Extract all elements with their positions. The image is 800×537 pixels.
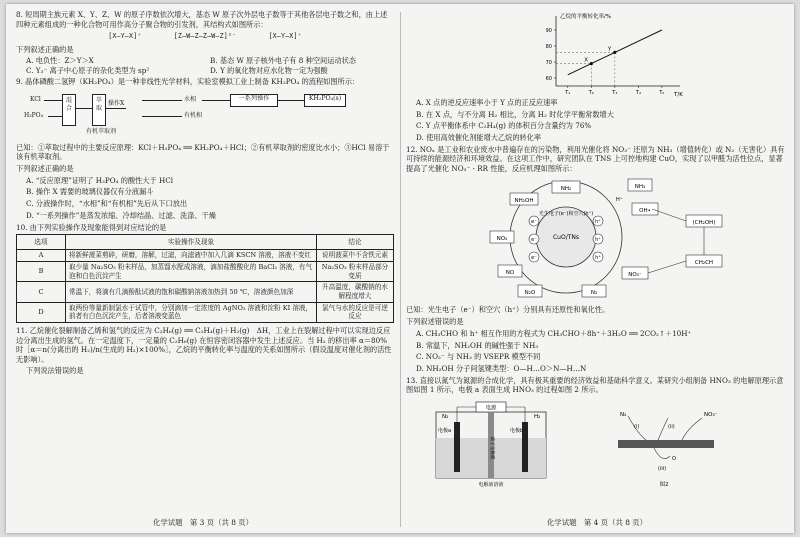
fig2-caption: 图2 xyxy=(659,481,669,488)
fig1-power: 电源 xyxy=(485,405,497,412)
flow-kcl: KCl xyxy=(30,95,41,103)
flow-h3po4: H₃PO₄ xyxy=(24,111,43,119)
y-tick-label: 80 xyxy=(545,44,552,50)
svg-text:e⁻: e⁻ xyxy=(531,255,537,262)
q9-option-d: D. “一系列操作”是蒸发浓缩、冷却结晶、过滤、洗涤、干燥 xyxy=(26,210,216,220)
q11-conversion-chart xyxy=(534,10,684,98)
q11-option-a: A. X 点的逆反应速率小于 Y 点的正反应速率 xyxy=(416,98,558,107)
x-tick-label: T₁ xyxy=(565,90,571,96)
q13-stem: 13. 直接以氮气为氮源的合成化学，具有极其重要的经济效益和基础科学意义。某研究小组制备 HNO₃ 的电解原理示意图如图 1 所示，电极 a 表面生成 HNO₃ 的过程如图 2 所示。 xyxy=(406,375,784,395)
q10-stem: 10. 由下列实验操作及现象能得到对应结论的是 xyxy=(16,222,167,232)
mech-nh3: NH₃ xyxy=(634,184,646,191)
table-row xyxy=(17,282,394,302)
q13-figures-svg xyxy=(406,398,786,490)
q9-known: 已知：①萃取过程中的主要反应原理：KCl＋H₃PO₄ ══ KH₂PO₄＋HCl；②有机萃取剂的密度比水小；③HCl 易溶于该有机萃取剂。 xyxy=(16,142,390,162)
q10-cell: 说明菠菜中不含铁元素 xyxy=(317,250,394,262)
fig2-n2: N₂ xyxy=(620,411,627,418)
flow-mix-box: 混合 xyxy=(62,94,76,126)
q10-cell: 取少量 Na₂SO₃ 粉末样品，加蒸馏水配成溶液，滴加盐酸酸化的 BaCl₂ 溶液，有气泡和白色沉淀产生 xyxy=(66,261,317,281)
chart-svg xyxy=(534,10,684,98)
flow-water-phase: 水相 xyxy=(184,95,197,103)
data-point xyxy=(590,62,593,65)
fig2-o: O xyxy=(672,455,676,462)
page-4-footer: 化学试题 第 4 页（共 8 页） xyxy=(546,518,648,527)
svg-text:h⁺: h⁺ xyxy=(595,219,601,226)
q8-option-d: D. Y 的氧化物对应水化物一定为强酸 xyxy=(210,65,328,75)
mech-nh2: NH₂ xyxy=(560,186,572,193)
q10-header-option: 选项 xyxy=(17,235,66,250)
x-axis-label: T/K xyxy=(674,92,683,98)
x-tick-label: T₅ xyxy=(659,90,665,96)
q10-header-operation: 实验操作及现象 xyxy=(66,235,317,250)
q13-figures xyxy=(406,398,786,490)
mechanism-svg xyxy=(406,175,786,303)
flow-organic-phase: 有机相 xyxy=(184,111,203,119)
mech-no3: NO₃⁻ xyxy=(628,272,642,279)
q9-option-c: C. 分液操作时，“水相”和“有机相”先后从下口放出 xyxy=(26,199,188,209)
q10-cell: A xyxy=(17,250,66,262)
q10-cell: C xyxy=(17,282,66,302)
q10-cell: 氯气与水的反应是可逆反应 xyxy=(317,302,394,322)
x-tick-label: T₃ xyxy=(612,90,618,96)
fig1-solution: 电解液溶液 xyxy=(478,481,504,488)
data-point xyxy=(613,51,616,54)
y-tick-label: 60 xyxy=(545,76,552,82)
mech-n2: N₂ xyxy=(590,290,598,297)
q10-cell: 升高温度，碳酸钠的水解程度增大 xyxy=(317,282,394,302)
q8-stem: 8. 短周期主族元素 X、Y、Z、W 的原子序数依次增大，基态 W 原子次外层电子数等于其他各层电子数之和，由上述四种元素组成的一种化合物可用作高分子聚合物的引发剂，其结构式如图所示： xyxy=(16,10,388,29)
page-divider xyxy=(400,12,401,527)
svg-text:h⁺: h⁺ xyxy=(595,237,601,244)
q11-option-c: C. Y 点平衡体系中 C₂H₄(g) 的体积百分含量约为 76% xyxy=(416,121,592,131)
point-label: Y xyxy=(607,46,612,53)
mech-h-plus: H⁺ xyxy=(616,197,623,204)
q8-option-a: A. 电负性：Z＞Y＞X xyxy=(26,56,94,66)
q12-option-c: C. NO₂⁻ 与 NH₃ 的 VSEPR 模型不同 xyxy=(416,352,541,362)
q12-known: 已知：光生电子（e⁻）和空穴（h⁺）分别具有还原性和氧化性。 xyxy=(406,305,610,315)
fig1-h2: H₂ xyxy=(534,413,541,420)
q11-option-d: D. 使用高效催化剂能增大乙烷的转化率 xyxy=(416,133,542,143)
flow-op-x: 操作X xyxy=(108,99,125,107)
q8-option-b: B. 基态 W 原子核外电子有 8 种空间运动状态 xyxy=(210,56,356,66)
table-row xyxy=(17,261,394,281)
page-4 xyxy=(406,10,786,490)
q12-option-b: B. 常温下，NH₂OH 的碱性强于 NH₃ xyxy=(416,340,539,350)
x-tick-label: T₂ xyxy=(588,90,594,96)
q10-cell: B xyxy=(17,261,66,281)
page-3 xyxy=(16,10,394,378)
q12-option-a: A. CH₃CHO 和 h⁺ 相互作用的方程式为 CH₃CHO＋8h⁺＋3H₂O ══ 2CO₂↑＋10H⁺ xyxy=(416,328,692,338)
q10-header-conclusion: 结论 xyxy=(317,235,394,250)
mech-nh2oh: NH₂OH xyxy=(514,198,534,205)
q10-table xyxy=(16,234,394,323)
svg-text:e⁻: e⁻ xyxy=(531,219,537,226)
formula-anion: [Z—W—Z—Z—W—Z]²⁻ xyxy=(173,32,237,40)
table-row xyxy=(17,250,394,262)
y-tick-label: 70 xyxy=(545,60,552,66)
flow-product-box: KH₂PO₄(s) xyxy=(304,94,346,107)
q11-option-b: B. 在 X 点，与不分离 H₂ 相比，分离 H₂ 时化学平衡常数增大 xyxy=(416,109,614,119)
fig1-n2: N₂ xyxy=(442,413,449,420)
table-row xyxy=(17,302,394,322)
page-3-footer: 化学试题 第 3 页（共 8 页） xyxy=(152,518,254,527)
fig2-step-1: (i) xyxy=(634,423,640,430)
q11-prompt: 下列说法错误的是 xyxy=(26,366,84,376)
mech-ch2oh: (CH₂OH) xyxy=(692,220,716,227)
fig2-step-3: (iii) xyxy=(658,465,667,472)
formula-cation-1: [X—Y—X]⁺ xyxy=(108,32,142,40)
q9-option-b: B. 操作 X 需要的玻璃仪器仅有分液漏斗 xyxy=(26,187,154,197)
q8-prompt: 下列叙述正确的是 xyxy=(16,44,74,54)
fig1-electrode-b: 电极b xyxy=(510,427,524,434)
formula-cation-2: [X—Y—X]⁺ xyxy=(268,32,302,40)
q11-stem: 11. 乙烷催化裂解制备乙烯和氢气的反应为 C₂H₆(g) ══ C₂H₄(g)＋H₂(g) ΔH，工业上在裂解过程中可以实现边反应边分离出生成的氢气。在一定温度下，一定量的 C₂H₆(g) 在恒容密闭容器中发生上述反应。当 H₂ 的移出率 α＝80% 时［α＝n(分离出的 H₂)/n(生成的 H₂)×100%］，乙烷的平衡转化率与温度的关系如图所示（假设温度对催化剂的活性无影响）。 xyxy=(16,326,392,364)
q9-stem: 9. 晶体磷酸二氢钾（KH₂PO₄）是一种非线性光学材料，实验室模拟工业上制备 KH₂PO₄ 的流程如图所示： xyxy=(16,77,360,87)
fig1-electrode-a: 电极a xyxy=(438,427,452,434)
chart-title: 乙烷的平衡转化率/% xyxy=(560,14,612,20)
flow-series-box: 一系列操作 xyxy=(230,94,278,107)
mech-light-label: 光生电子(e⁻)和空穴(h⁺) xyxy=(538,211,594,218)
q10-cell: Na₂SO₃ 粉末样品部分变质 xyxy=(317,261,394,281)
exam-sheet xyxy=(6,4,794,533)
mech-no: NO xyxy=(505,270,515,277)
fig2-no3: NO₃⁻ xyxy=(704,411,718,418)
q8-option-c: C. Y₃⁻ 离子中心原子的杂化类型为 sp² xyxy=(26,65,150,75)
q9-prompt: 下列叙述正确的是 xyxy=(16,164,74,174)
q8-structure-formula xyxy=(16,32,394,41)
mech-ch2ch: CH₂CH xyxy=(694,260,714,267)
q12-stem: 12. NOₓ 是工业和农业废水中普遍存在的污染物，利用光催化将 NO₃⁻ 还原为 NH₃（增值转化）或 N₂（无害化）具有可持续的能源经济和环境效益。在这项工作中，研究团队在 TNS 上可控地构建 CuO，实现了以甲醛为活性位点，显著提高了光催化 NO₃⁻ - RR 性能，反应机理如图所示： xyxy=(406,144,785,173)
q10-cell: 取两份等量新制氯水于试管中，分别滴加一定浓度的 AgNO₃ 溶液和淀粉 KI 溶液，前者有白色沉淀产生，后者溶液变蓝色 xyxy=(66,302,317,322)
q10-cell: 将新鲜菠菜剪碎，研磨，溶解，过滤，向滤液中加入几滴 KSCN 溶液，溶液不变红 xyxy=(66,250,317,262)
q9-flow-diagram xyxy=(16,90,394,140)
svg-text:h⁺: h⁺ xyxy=(595,255,601,262)
svg-text:e⁻: e⁻ xyxy=(531,237,537,244)
q10-cell: 常温下，将滴有几滴酚酞试液的饱和碳酸钠溶液加热到 50 ℃，溶液颜色加深 xyxy=(66,282,317,302)
fig1-membrane: 质子交换膜 xyxy=(489,436,494,460)
mech-no2: NO₂ xyxy=(496,236,508,243)
q12-mechanism-diagram xyxy=(406,175,786,303)
point-label: X xyxy=(584,57,589,64)
flow-extractant: 有机萃取剂 xyxy=(86,127,117,135)
q12-option-d: D. NH₂OH 分子间氢键类型：O—H…O＞N—H…N xyxy=(416,363,587,373)
fig2-step-2: (ii) xyxy=(668,423,675,430)
x-tick-label: T₄ xyxy=(635,90,641,96)
q12-prompt: 下列叙述错误的是 xyxy=(406,317,464,327)
q9-option-a: A. “反应原理”证明了 H₃PO₄ 的酸性大于 HCl xyxy=(26,175,174,185)
mech-n2o: N₂O xyxy=(524,290,536,297)
mech-center-label: CuO/TNs xyxy=(552,234,580,242)
y-tick-label: 90 xyxy=(545,28,552,34)
flow-extract-box: 萃取 xyxy=(92,94,106,126)
mech-oh: OH• xyxy=(639,208,651,215)
q10-cell: D xyxy=(17,302,66,322)
